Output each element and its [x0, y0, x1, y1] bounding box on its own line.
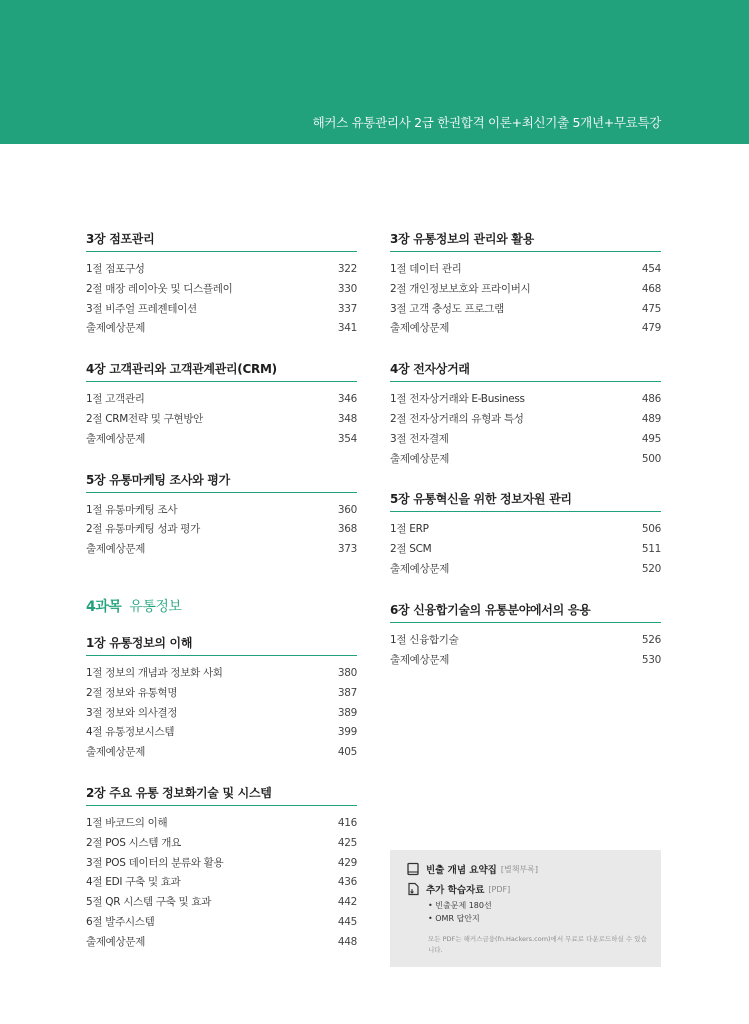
toc-entry [390, 450, 661, 470]
toc-chapter [86, 360, 357, 449]
toc-entry-page: 387 [337, 686, 357, 699]
toc-entry [86, 893, 357, 913]
toc-entry-label: 1절 점포구성 [86, 263, 145, 275]
toc-entry [86, 933, 357, 953]
toc-entry-label: 3절 POS 데이터의 분류와 활용 [86, 856, 224, 869]
toc-entry-page: 489 [641, 412, 661, 425]
pdf-file-icon [406, 882, 420, 896]
toc-entry [390, 651, 661, 671]
toc-entry-page: 399 [337, 726, 357, 739]
download-note: 모든 PDF는 해커스금융(fn.Hackers.com)에서 무료로 다운로드하실 수 있습니다. [428, 935, 647, 954]
toc-entry-label: 3절 정보와 의사결정 [86, 706, 178, 719]
toc-entry-page: 373 [337, 543, 357, 556]
toc-entry-label: 1절 데이터 관리 [390, 263, 462, 275]
chapter-title: 6장 신융합기술의 유통분야에서의 응용 [390, 601, 661, 623]
toc-entry-label: 출제예상문제 [390, 322, 450, 335]
toc-entry-page: 429 [337, 856, 357, 869]
toc-entry [390, 319, 661, 339]
toc-left-column [86, 230, 357, 974]
toc-entry-page: 454 [641, 263, 661, 275]
toc-entry [86, 873, 357, 893]
toc-entry-label: 3절 고객 충성도 프로그램 [390, 302, 504, 315]
toc-entry-label: 3절 전자결제 [390, 432, 449, 445]
toc-right-column [390, 230, 661, 691]
toc-entry-label: 출제예상문제 [86, 322, 146, 335]
toc-entry-label: 2절 전자상거래의 유형과 특성 [390, 412, 524, 425]
toc-entry-label: 2절 POS 시스템 개요 [86, 836, 181, 849]
toc-entry-label: 2절 SCM [390, 543, 432, 556]
toc-chapter [86, 230, 357, 339]
toc-entry-page: 341 [337, 322, 357, 335]
chapter-title: 1장 유통정보의 이해 [86, 634, 357, 656]
book-title: 해커스 유통관리사 2급 한권합격 이론+최신기출 5개년+무료특강 [312, 115, 661, 130]
toc-entry-label: 1절 신융합기술 [390, 633, 459, 646]
toc-entry-label: 1절 전자상거래와 E-Business [390, 393, 525, 406]
toc-entry-page: 486 [641, 393, 661, 406]
extra-material-sub: [PDF] [488, 884, 511, 894]
toc-entry-page: 330 [337, 282, 357, 295]
chapter-title: 5장 유통혁신을 위한 정보자원 관리 [390, 490, 661, 512]
toc-entry-page: 425 [337, 836, 357, 849]
toc-entry-page: 337 [337, 302, 357, 315]
toc-entry-label: 1절 유통마케팅 조사 [86, 503, 178, 516]
summary-book-sub: [별책부록] [500, 864, 539, 874]
toc-entry [390, 560, 661, 580]
toc-chapter [86, 634, 357, 763]
toc-entry-page: 495 [641, 432, 661, 445]
toc-entry [86, 319, 357, 339]
chapter-title: 3장 점포관리 [86, 230, 357, 252]
toc-chapter [86, 784, 357, 953]
toc-entry-label: 2절 매장 레이아웃 및 디스플레이 [86, 282, 233, 295]
toc-entry [86, 540, 357, 560]
chapter-title: 3장 유통정보의 관리와 활용 [390, 230, 661, 252]
toc-entry-page: 520 [641, 562, 661, 575]
toc-entry-page: 380 [337, 666, 357, 679]
toc-entry-page: 405 [337, 746, 357, 759]
toc-chapter [390, 230, 661, 339]
toc-entry [86, 723, 357, 743]
toc-entry-page: 442 [337, 896, 357, 909]
subject-number: 4과목 [86, 598, 122, 615]
toc-entry-label: 2절 유통마케팅 성과 평가 [86, 523, 200, 536]
toc-entry-page: 346 [337, 393, 357, 406]
subject-heading [86, 596, 357, 616]
toc-entry-page: 468 [641, 282, 661, 295]
toc-entry-label: 2절 CRM전략 및 구현방안 [86, 412, 204, 425]
book-icon [406, 862, 420, 876]
toc-entry [390, 390, 661, 410]
toc-entry-label: 6절 발주시스템 [86, 915, 155, 928]
toc-entry-label: 출제예상문제 [86, 432, 146, 445]
toc-chapter [390, 490, 661, 579]
toc-entry-label: 1절 정보의 개념과 정보화 사회 [86, 666, 223, 679]
toc-entry-label: 2절 정보와 유통혁명 [86, 686, 178, 699]
toc-entry-label: 출제예상문제 [86, 935, 146, 948]
toc-entry [86, 501, 357, 521]
toc-entry-page: 416 [337, 816, 357, 829]
toc-entry-label: 2절 개인정보보호와 프라이버시 [390, 282, 531, 295]
toc-entry [390, 410, 661, 430]
toc-entry [390, 540, 661, 560]
toc-entry-label: 1절 고객관리 [86, 393, 145, 406]
toc-entry [86, 913, 357, 933]
toc-entry-page: 354 [337, 432, 357, 445]
toc-entry-label: 1절 ERP [390, 523, 429, 536]
toc-entry [86, 743, 357, 763]
toc-entry [390, 280, 661, 300]
toc-entry [86, 814, 357, 834]
extra-material-line [406, 882, 645, 896]
toc-entry-page: 445 [337, 915, 357, 928]
toc-entry-page: 500 [641, 452, 661, 465]
chapter-title: 2장 주요 유통 정보화기술 및 시스템 [86, 784, 357, 806]
toc-entry [390, 631, 661, 651]
toc-entry-page: 511 [641, 543, 661, 556]
toc-entry-page: 475 [641, 302, 661, 315]
toc-entry-page: 448 [337, 935, 357, 948]
toc-entry [390, 300, 661, 320]
toc-entry [86, 300, 357, 320]
toc-entry-page: 360 [337, 503, 357, 516]
toc-entry-label: 출제예상문제 [390, 562, 450, 575]
toc-entry-page: 322 [337, 263, 357, 275]
toc-entry-label: 3절 비주얼 프레젠테이션 [86, 302, 197, 315]
toc-chapter [86, 471, 357, 560]
toc-entry [86, 410, 357, 430]
toc-entry [86, 664, 357, 684]
toc-entry-label: 출제예상문제 [86, 543, 146, 556]
toc-entry-page: 526 [641, 633, 661, 646]
toc-entry-page: 506 [641, 523, 661, 536]
summary-book-label: 빈출 개념 요약집 [426, 865, 497, 876]
bullet-item: • 빈출문제 180선 [428, 901, 492, 910]
summary-book-line [406, 862, 645, 876]
toc-entry-page: 348 [337, 412, 357, 425]
toc-entry [390, 260, 661, 280]
bullet-item: • OMR 답안지 [428, 914, 480, 923]
toc-entry-label: 4절 EDI 구축 및 효과 [86, 876, 181, 889]
toc-entry-page: 368 [337, 523, 357, 536]
toc-entry-page: 530 [641, 653, 661, 666]
toc-entry-page: 479 [641, 322, 661, 335]
supplement-info-box [390, 850, 661, 967]
chapter-title: 4장 고객관리와 고객관계관리(CRM) [86, 360, 357, 382]
toc-entry-label: 출제예상문제 [390, 452, 450, 465]
toc-entry [86, 260, 357, 280]
toc-entry-label: 5절 QR 시스템 구축 및 효과 [86, 896, 212, 909]
chapter-title: 5장 유통마케팅 조사와 평가 [86, 471, 357, 493]
header-banner [0, 0, 749, 144]
chapter-title: 4장 전자상거래 [390, 360, 661, 382]
toc-entry-label: 4절 유통정보시스템 [86, 726, 175, 739]
extra-material-label: 추가 학습자료 [426, 885, 485, 896]
toc-entry [86, 704, 357, 724]
toc-entry-label: 출제예상문제 [86, 746, 146, 759]
toc-entry-page: 389 [337, 706, 357, 719]
toc-entry [86, 430, 357, 450]
toc-entry [86, 390, 357, 410]
toc-entry [390, 430, 661, 450]
toc-entry-page: 436 [337, 876, 357, 889]
toc-chapter [390, 601, 661, 671]
toc-entry [390, 520, 661, 540]
toc-chapter [390, 360, 661, 469]
toc-entry [86, 854, 357, 874]
toc-entry-label: 1절 바코드의 이해 [86, 816, 168, 829]
toc-entry [86, 280, 357, 300]
toc-entry [86, 520, 357, 540]
toc-entry-label: 출제예상문제 [390, 653, 450, 666]
toc-entry [86, 684, 357, 704]
subject-name: 유통정보 [129, 598, 182, 615]
toc-entry [86, 834, 357, 854]
